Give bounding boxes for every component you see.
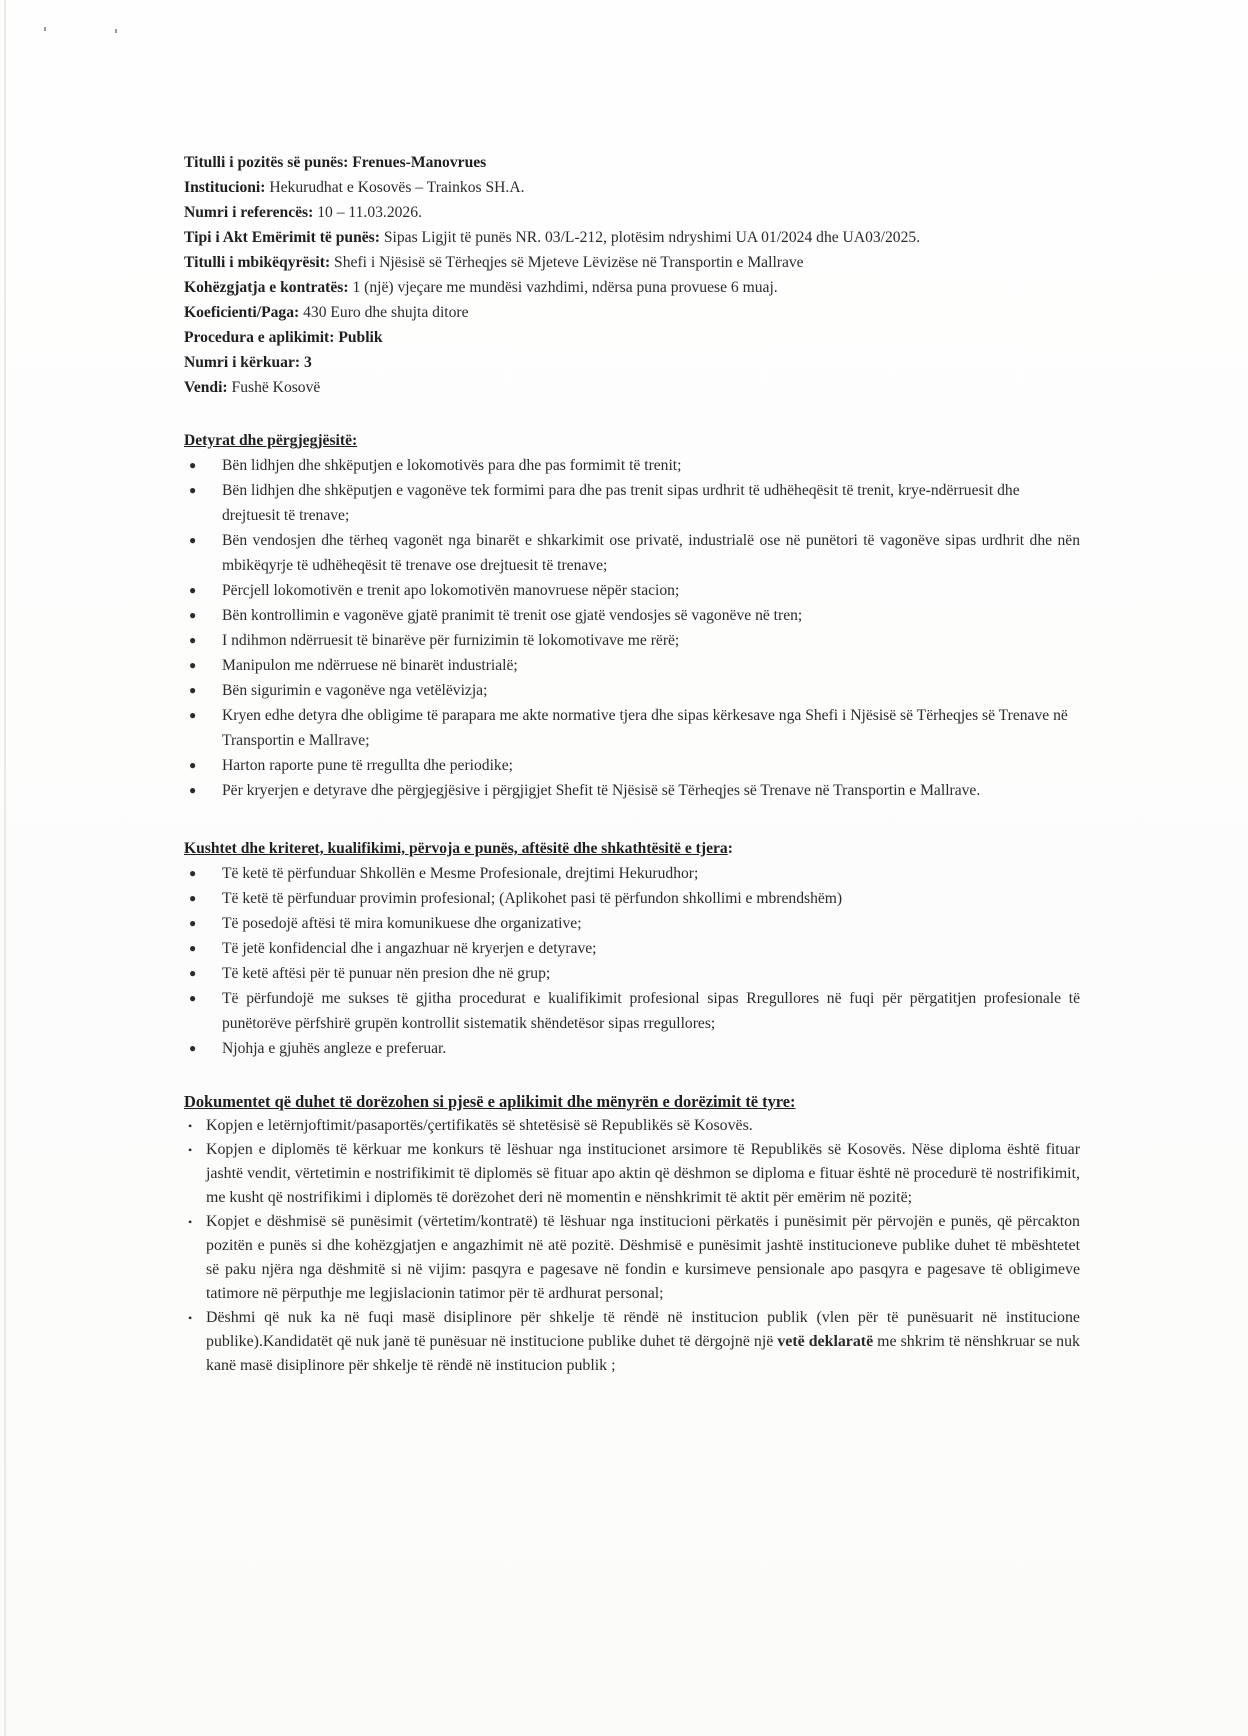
- field-label: Titulli i pozitës së punës:: [184, 154, 349, 171]
- requirement-item: [184, 1036, 1080, 1061]
- bullet-icon: ●: [189, 708, 197, 722]
- requirement-text: Të jetë konfidencial dhe i angazhuar në kryerjen e detyrave;: [222, 940, 597, 957]
- duty-item: [184, 703, 1080, 753]
- document-item: [184, 1138, 1080, 1210]
- scan-mark: [44, 27, 46, 31]
- requirements-title: [184, 836, 1080, 861]
- duty-text: Bën vendosjen dhe tërheq vagonët nga binarët e shkarkimit ose privatë, industrialë ose në punëtori të vagonëve sipas urdhrit dhe nën mbikëqyrje të udhëheqësit të trenave ose drejtuesit të trenave;: [222, 532, 1080, 574]
- field-label: Vendi:: [184, 379, 228, 396]
- requirements-title-colon: :: [727, 840, 733, 857]
- bullet-icon: ●: [189, 966, 197, 980]
- field-value: 1 (një) vjeçare me mundësi vazhdimi, ndërsa puna provuese 6 muaj.: [352, 279, 778, 296]
- field-application-procedure: [184, 325, 1080, 350]
- document-item: [184, 1306, 1080, 1378]
- bullet-icon: ●: [189, 583, 197, 597]
- duty-text: Harton raporte pune të rregullta dhe periodike;: [222, 757, 513, 774]
- duty-item: [184, 528, 1080, 578]
- requirement-text: Njohja e gjuhës angleze e preferuar.: [222, 1040, 447, 1057]
- page-edge: [4, 0, 6, 1736]
- duty-text: Përcjell lokomotivën e trenit apo lokomotivën manovruese nëpër stacion;: [222, 582, 680, 599]
- requirement-text: Të ketë të përfunduar Shkollën e Mesme Profesionale, drejtimi Hekurudhor;: [222, 865, 699, 882]
- bullet-icon: ●: [189, 458, 197, 472]
- field-reference-number: [184, 200, 1080, 225]
- bullet-icon: ●: [189, 633, 197, 647]
- duties-title: Detyrat dhe përgjegjësitë:: [184, 432, 358, 449]
- requirement-text: Të përfundojë me sukses të gjitha procedurat e kualifikimit profesional sipas Rregullores në fuqi për përgatitjen profesionale të punëtorëve përfshirë grupën kontrollit sistematik shëndetësor sipas rregullores;: [222, 990, 1080, 1032]
- requirement-item: [184, 936, 1080, 961]
- duty-item: [184, 778, 1080, 803]
- documents-list: [184, 1114, 1080, 1378]
- duty-item: [184, 653, 1080, 678]
- field-value: 3: [303, 354, 312, 371]
- field-value: 10 – 11.03.2026.: [317, 204, 422, 221]
- requirement-item: [184, 986, 1080, 1036]
- field-label: Procedura e aplikimit:: [184, 329, 335, 346]
- field-appointment-type: [184, 225, 1080, 250]
- field-value: Shefi i Njësisë së Tërheqjes së Mjeteve Lëvizëse në Transportin e Mallrave: [334, 254, 804, 271]
- requirement-text: Të ketë të përfunduar provimin profesional; (Aplikohet pasi të përfundon shkollimi e mbrendshëm): [222, 890, 843, 907]
- duty-item: [184, 478, 1080, 528]
- bullet-icon: •: [188, 1215, 193, 1229]
- field-value: Fushë Kosovë: [231, 379, 321, 396]
- field-value: Publik: [338, 329, 383, 346]
- duty-item: [184, 678, 1080, 703]
- bullet-icon: ●: [189, 683, 197, 697]
- document-body: [184, 150, 1080, 1378]
- field-label: Numri i referencës:: [184, 204, 314, 221]
- header-fields: [184, 150, 1080, 400]
- duty-text: Për kryerjen e detyrave dhe përgjegjësive i përgjigjet Shefit të Njësisë së Tërheqjes së Trenave në Transportin e Mallrave.: [222, 782, 981, 799]
- documents-section: [184, 1089, 1080, 1378]
- requirement-text: Të ketë aftësi për të punuar nën presion dhe në grup;: [222, 965, 551, 982]
- requirement-item: [184, 886, 1080, 911]
- document-text: me shkrim të nënshkruar se nuk kanë masë disiplinore për shkelje të rëndë në institucion publik ;: [206, 1333, 1080, 1374]
- field-value: Sipas Ligjit të punës NR. 03/L-212, plotësim ndryshimi UA 01/2024 dhe UA03/2025.: [383, 229, 921, 246]
- field-salary: [184, 300, 1080, 325]
- field-required-number: [184, 350, 1080, 375]
- field-label: Institucioni:: [184, 179, 266, 196]
- duty-item: [184, 628, 1080, 653]
- requirement-item: [184, 961, 1080, 986]
- bullet-icon: ●: [189, 483, 197, 497]
- document-text: Kopjet e dëshmisë së punësimit (vërtetim/kontratë) të lëshuar nga institucioni përkatës i punësimit për përvojën e punës, që përcakton pozitën e punës si dhe kohëzgjatjen e angazhimit në atë pozitë. Dëshmisë e punësimit jashtë institucioneve publike duhet të mbështetet së paku njëra nga dëshmitë si në vijim: pasqyra e pagesave në fondin e kursimeve pensionale apo pasqyra e pagesave të obligimeve tatimore në përputhje me legjislacionin tatimor për të ardhurat personal;: [206, 1213, 1080, 1302]
- field-institution: [184, 175, 1080, 200]
- bullet-icon: •: [188, 1311, 193, 1325]
- requirement-text: Të posedojë aftësi të mira komunikuese dhe organizative;: [222, 915, 582, 932]
- duty-text: Bën lidhjen dhe shkëputjen e vagonëve tek formimi para dhe pas trenit sipas urdhrit të udhëheqësit të trenit, krye-ndërruesit dhe drejtuesit të trenave;: [222, 482, 1020, 524]
- requirement-item: [184, 861, 1080, 886]
- scan-mark: [115, 29, 117, 33]
- field-label: Kohëzgjatja e kontratës:: [184, 279, 349, 296]
- duty-text: Bën sigurimin e vagonëve nga vetëlëvizja;: [222, 682, 488, 699]
- requirements-title-text: Kushtet dhe kriteret, kualifikimi, përvoja e punës, aftësitë dhe shkathtësitë e tjera: [184, 840, 728, 857]
- requirements-list: [184, 861, 1080, 1061]
- duties-list: [184, 453, 1080, 803]
- bullet-icon: ●: [189, 758, 197, 772]
- bullet-icon: ●: [189, 533, 197, 547]
- duty-text: I ndihmon ndërruesit të binarëve për furnizimin të lokomotivave me rërë;: [222, 632, 680, 649]
- bullet-icon: ●: [189, 658, 197, 672]
- field-location: [184, 375, 1080, 400]
- document-item: [184, 1114, 1080, 1138]
- bullet-icon: ●: [189, 941, 197, 955]
- duty-item: [184, 753, 1080, 778]
- bullet-icon: •: [188, 1143, 193, 1157]
- field-value: Frenues-Manovrues: [352, 154, 487, 171]
- bullet-icon: ●: [189, 1041, 197, 1055]
- bullet-icon: ●: [189, 891, 197, 905]
- duty-item: [184, 453, 1080, 478]
- document-text-bold: vetë deklaratë: [777, 1333, 874, 1350]
- duty-item: [184, 603, 1080, 628]
- duty-item: [184, 578, 1080, 603]
- bullet-icon: ●: [189, 991, 197, 1005]
- field-label: Titulli i mbikëqyrësit:: [184, 254, 331, 271]
- bullet-icon: ●: [189, 866, 197, 880]
- bullet-icon: •: [188, 1119, 193, 1133]
- duty-text: Manipulon me ndërruese në binarët industrialë;: [222, 657, 518, 674]
- duty-text: Bën kontrollimin e vagonëve gjatë pranimit të trenit ose gjatë vendosjes së vagonëve në tren;: [222, 607, 803, 624]
- field-value: 430 Euro dhe shujta ditore: [303, 304, 469, 321]
- requirement-item: [184, 911, 1080, 936]
- field-supervisor: [184, 250, 1080, 275]
- bullet-icon: ●: [189, 608, 197, 622]
- field-label: Koeficienti/Paga:: [184, 304, 300, 321]
- field-value: Hekurudhat e Kosovës – Trainkos SH.A.: [269, 179, 525, 196]
- field-label: Tipi i Akt Emërimit të punës:: [184, 229, 380, 246]
- field-contract-duration: [184, 275, 1080, 300]
- documents-title: Dokumentet që duhet të dorëzohen si pjesë e aplikimit dhe mënyrën e dorëzimit të tyre:: [184, 1092, 796, 1111]
- document-text: Kopjen e letërnjoftimit/pasaportës/çertifikatës së shtetësisë së Republikës së Kosovës.: [206, 1117, 753, 1134]
- bullet-icon: ●: [189, 916, 197, 930]
- bullet-icon: ●: [189, 783, 197, 797]
- document-item: [184, 1210, 1080, 1306]
- requirements-section: [184, 836, 1080, 1061]
- document-text: Dëshmi që nuk ka në fuqi masë disiplinore për shkelje të rëndë në institucion publik (vlen për të punësuarit në institucione publike).Kandidatët që nuk janë të punësuar në institucione publike duhet të dërgojnë një: [206, 1309, 1080, 1350]
- field-position-title: [184, 150, 1080, 175]
- duties-section: [184, 428, 1080, 803]
- duty-text: Kryen edhe detyra dhe obligime të parapara me akte normative tjera dhe sipas kërkesave nga Shefi i Njësisë së Tërheqjes së Trenave në Transportin e Mallrave;: [222, 707, 1068, 749]
- field-label: Numri i kërkuar:: [184, 354, 301, 371]
- document-text: Kopjen e diplomës të kërkuar me konkurs të lëshuar nga institucionet arsimore të Republikës së Kosovës. Nëse diploma është fituar jashtë vendit, vërtetimin e nostrifikimit të diplomës së fituar apo aktin që dëshmon se diploma e fituar është në procedurë të nostrifikimit, me kusht që nostrifikimi i diplomës të dorëzohet deri në momentin e nënshkrimit të aktit për emërim në pozitë;: [206, 1141, 1080, 1206]
- duty-text: Bën lidhjen dhe shkëputjen e lokomotivës para dhe pas formimit të trenit;: [222, 457, 682, 474]
